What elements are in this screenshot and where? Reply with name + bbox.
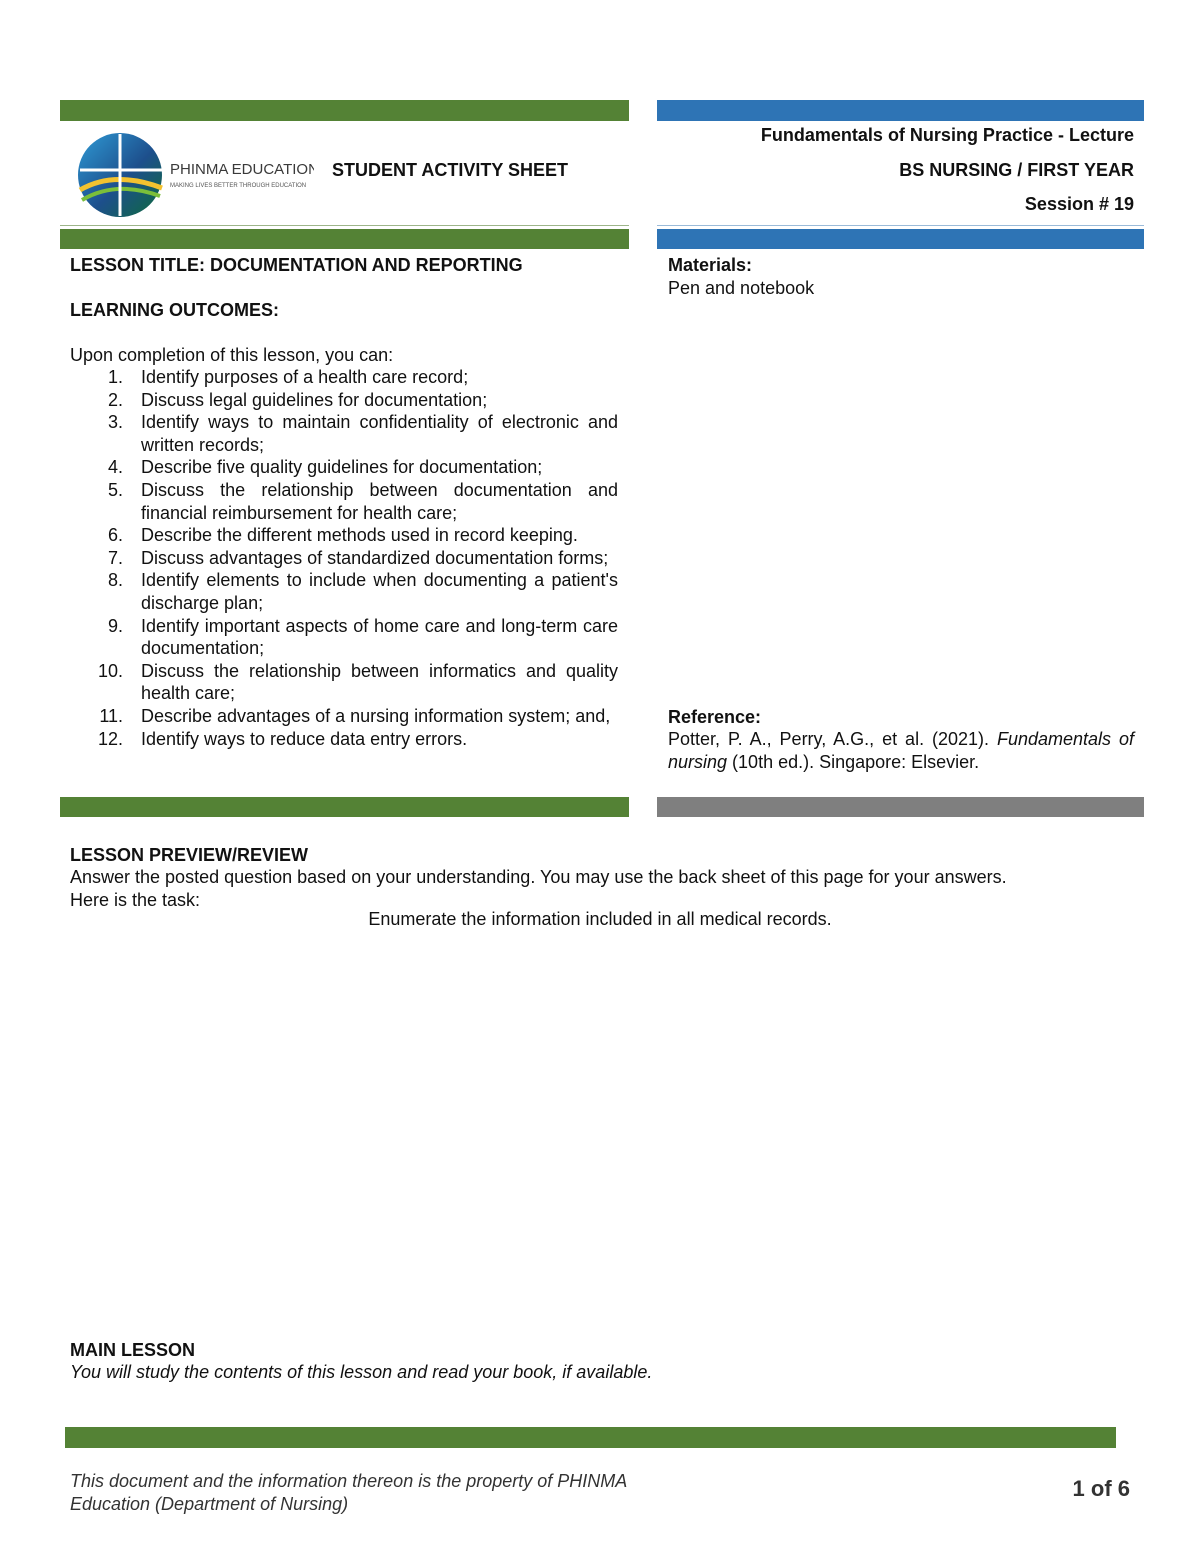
list-item: 8. Identify elements to include when documenting a patient's discharge plan;: [107, 570, 618, 613]
preview-instructions: Answer the posted question based on your understanding. You may use the back sheet of this page for your answers.: [70, 867, 1007, 887]
header-rule-left: [60, 225, 629, 226]
preview-heading: LESSON PREVIEW/REVIEW: [70, 845, 309, 865]
reference-book-title: Fundamentals of nursing: [668, 729, 1134, 772]
header-bar-left-bottom: [60, 229, 629, 249]
list-item: 11. Describe advantages of a nursing information system; and,: [99, 705, 611, 726]
page-number: 1 of 6: [1072, 1476, 1130, 1501]
learning-outcomes-list: [70, 366, 618, 750]
sheet-title: STUDENT ACTIVITY SHEET: [332, 160, 569, 180]
main-lesson-heading: MAIN LESSON: [70, 1340, 196, 1360]
outcomes-intro: Upon completion of this lesson, you can:: [70, 345, 394, 365]
preview-task: Enumerate the information included in all medical records.: [368, 909, 832, 929]
reference-heading: Reference:: [668, 707, 762, 727]
session-number: Session # 19: [1024, 194, 1134, 214]
list-item: 4. Describe five quality guidelines for documentation;: [107, 457, 543, 478]
header-bar-right-bottom: [657, 229, 1144, 249]
list-item: 1. Identify purposes of a health care record;: [107, 367, 469, 387]
footer-notice-line2: Education (Department of Nursing): [70, 1494, 349, 1514]
logo-tagline: MAKING LIVES BETTER THROUGH EDUCATION: [170, 183, 307, 189]
list-item: 9. Identify important aspects of home care and long-term care documentation;: [107, 615, 618, 659]
main-lesson-text: You will study the contents of this lesson and read your book, if available.: [70, 1362, 653, 1382]
section-bar-right: [657, 797, 1144, 817]
list-item: 6. Describe the different methods used in record keeping.: [107, 525, 578, 546]
course-title: Fundamentals of Nursing Practice - Lecture: [760, 125, 1134, 145]
header-bar-right-top: [657, 100, 1144, 121]
list-item: 12. Identify ways to reduce data entry errors.: [97, 728, 468, 749]
header-bar-left-top: [60, 100, 629, 121]
list-item: 7. Discuss advantages of standardized documentation forms;: [107, 547, 609, 568]
section-bar-left: [60, 797, 629, 817]
list-item: 5. Discuss the relationship between documentation and financial reimbursement for health care;: [107, 479, 618, 523]
lesson-title: LESSON TITLE: DOCUMENTATION AND REPORTING: [70, 255, 523, 275]
materials-heading: Materials:: [668, 255, 753, 275]
phinma-logo: [74, 130, 314, 220]
list-item: 3. Identify ways to maintain confidentiality of electronic and written records;: [107, 412, 618, 455]
preview-task-label: Here is the task:: [70, 890, 201, 910]
outcomes-heading: LEARNING OUTCOMES:: [70, 300, 279, 320]
header-rule-right: [657, 225, 1144, 226]
footer-notice-line1: This document and the information thereon is the property of PHINMA: [70, 1471, 628, 1491]
reference-citation: Potter, P. A., Perry, A.G., et al. (2021). Fundamentals of nursing (10th ed.). Singapore: Elsevier.: [668, 729, 1134, 772]
list-item: 10. Discuss the relationship between informatics and quality health care;: [97, 660, 618, 704]
program-year: BS NURSING / FIRST YEAR: [899, 160, 1134, 180]
list-item: 2. Discuss legal guidelines for documentation;: [107, 389, 488, 410]
materials-items: Pen and notebook: [668, 278, 815, 298]
logo-name: PHINMA EDUCATION: [170, 161, 314, 178]
footer-bar: [65, 1427, 1116, 1448]
